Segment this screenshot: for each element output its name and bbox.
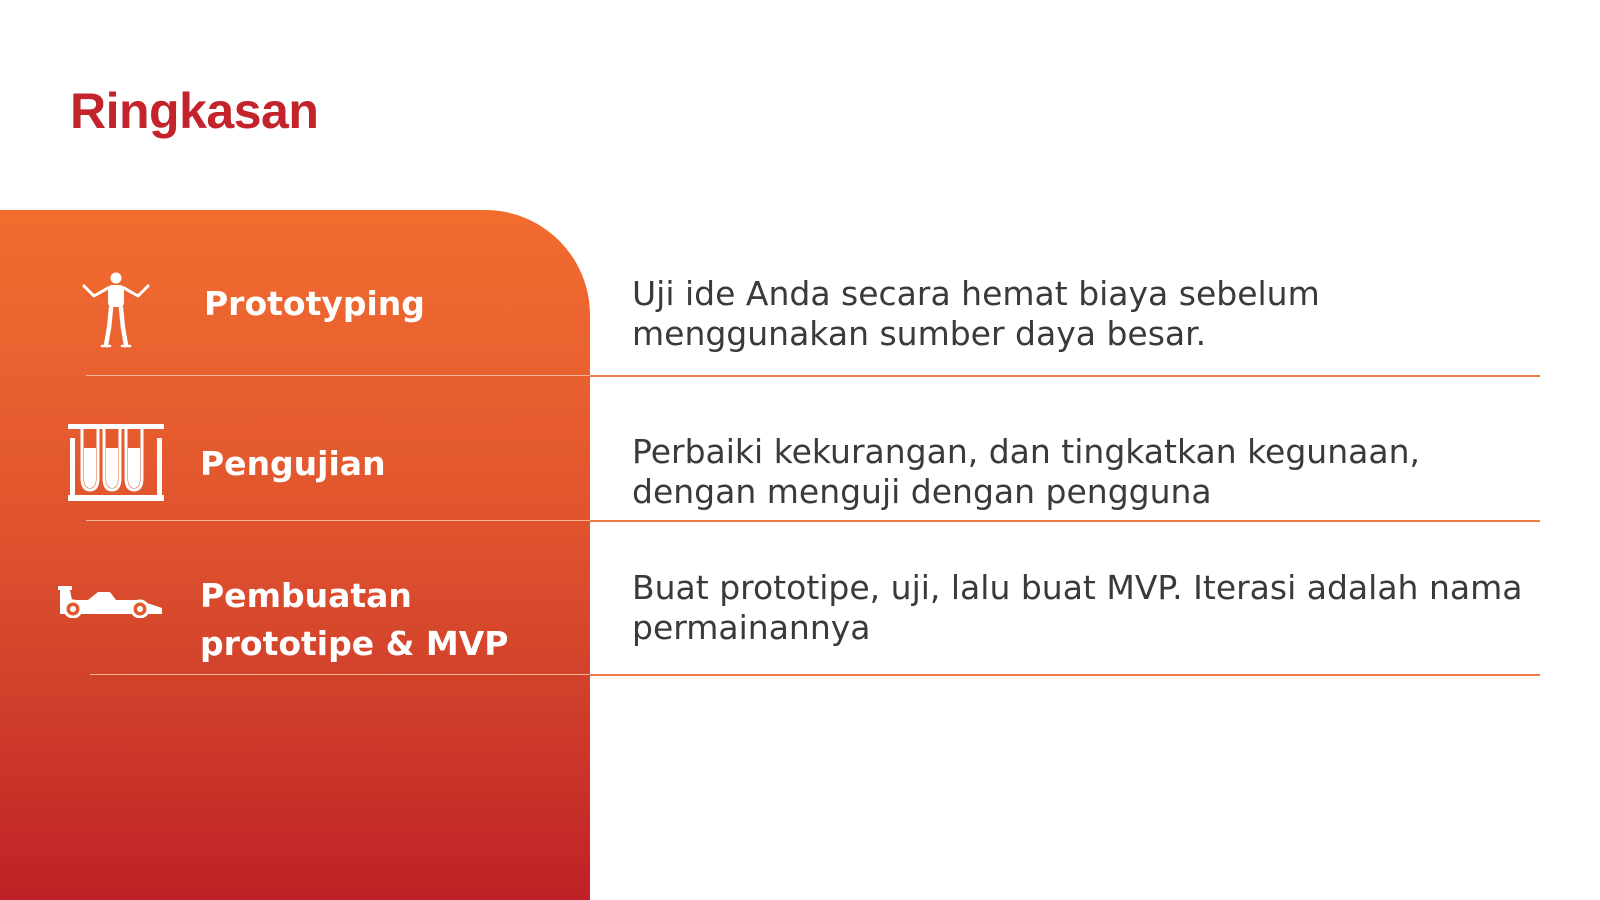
test-tubes-icon [68,424,164,504]
slide-title: Ringkasan [70,83,319,139]
mannequin-icon [80,272,152,348]
row-label-pengujian: Pengujian [200,444,386,483]
row-divider-right [590,375,1540,377]
row-divider-left [86,520,590,521]
row-divider-right [590,520,1540,522]
race-car-icon [58,584,166,618]
row-divider-left [86,375,590,376]
row-divider-right [590,674,1540,676]
row-label-prototyping: Prototyping [204,284,425,323]
row-description-pengujian: Perbaiki kekurangan, dan tingkatkan kegunaan, dengan menguji dengan pengguna [632,432,1420,511]
row-divider-left [90,674,590,675]
row-description-pembuatan-prototipe-mvp: Buat prototipe, uji, lalu buat MVP. Iterasi adalah nama permainannya [632,568,1523,647]
row-label-pembuatan-prototipe-mvp: Pembuatan prototipe & MVP [200,576,509,663]
row-description-prototyping: Uji ide Anda secara hemat biaya sebelum menggunakan sumber daya besar. [632,274,1320,353]
